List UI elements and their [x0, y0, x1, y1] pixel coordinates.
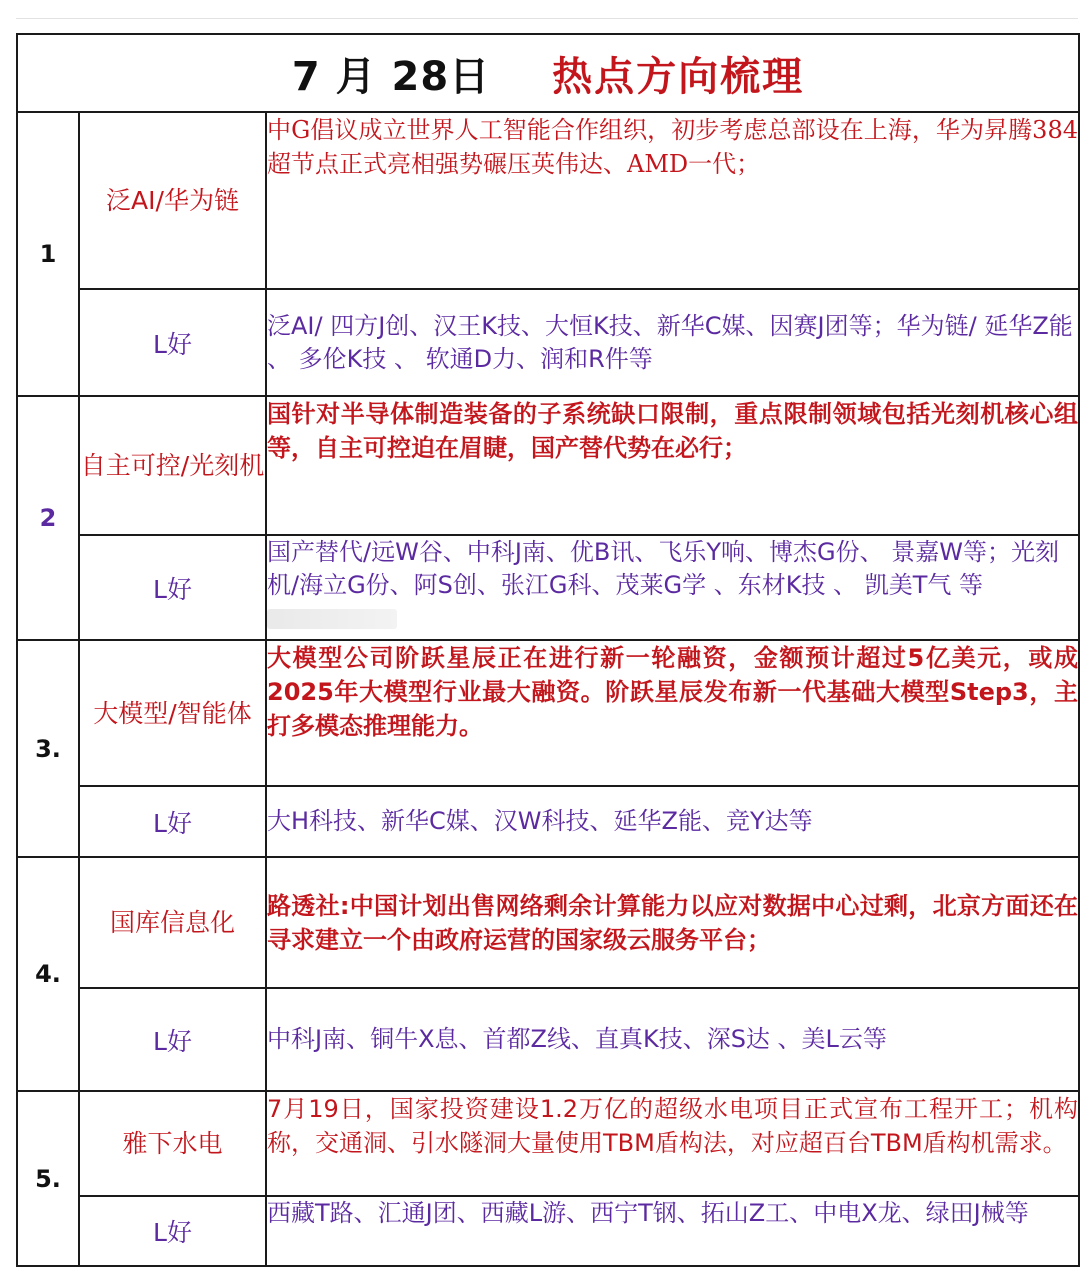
title-row: [17, 34, 1079, 112]
table-row: [17, 988, 1079, 1091]
description-cell: 国针对半导体制造装备的子系统缺口限制，重点限制领域包括光刻机核心组等，自主可控迫在眉睫，国产替代势在必行；: [266, 396, 1079, 535]
stocks-cell: 西藏T路、汇通J团、西藏L游、西宁T钢、拓山Z工、中电X龙、绿田J械等: [266, 1196, 1079, 1266]
table-row: [17, 786, 1079, 857]
row-number: 4.: [17, 857, 79, 1091]
title-topic: 热点方向梳理: [552, 53, 805, 100]
row-number: 1: [17, 112, 79, 396]
table-row: [17, 112, 1079, 289]
table-row: [17, 640, 1079, 786]
stocks-cell: 大H科技、新华C媒、汉W科技、延华Z能、竞Y达等: [266, 786, 1079, 857]
stocks-text: 国产替代/远W谷、中科J南、优B讯、飞乐Y响、博杰G份、 景嘉W等；光刻机/海立G份、阿S创、张江G科、茂莱G学 、东材K技 、 凯美T气 等: [267, 538, 1059, 599]
watermark: [267, 609, 397, 629]
row-number: 3.: [17, 640, 79, 857]
category-cell: 雅下水电: [79, 1091, 266, 1196]
category-cell: 自主可控/光刻机: [79, 396, 266, 535]
description-cell: 大模型公司阶跃星辰正在进行新一轮融资，金额预计超过5亿美元，或成2025年大模型行业最大融资。阶跃星辰发布新一代基础大模型Step3，主打多模态推理能力。: [266, 640, 1079, 786]
benefit-label: L好: [79, 1196, 266, 1266]
stocks-cell: 泛AI/ 四方J创、汉王K技、大恒K技、新华C媒、因赛J团等；华为链/ 延华Z能 、 多伦K技 、 软通D力、润和R件等: [266, 289, 1079, 396]
title-cell: [17, 34, 1079, 112]
stocks-cell: 中科J南、铜牛X息、首都Z线、直真K技、深S达 、美L云等: [266, 988, 1079, 1091]
table-row: [17, 535, 1079, 640]
description-cell: 中G倡议成立世界人工智能合作组织，初步考虑总部设在上海，华为昇腾384超节点正式亮相强势碾压英伟达、AMD一代；: [266, 112, 1079, 289]
title-date: 7 月 28日: [291, 53, 491, 100]
description-cell: 7月19日，国家投资建设1.2万亿的超级水电项目正式宣布工程开工；机构称，交通洞、引水隧洞大量使用TBM盾构法，对应超百台TBM盾构机需求。: [266, 1091, 1079, 1196]
benefit-label: L好: [79, 289, 266, 396]
table-row: [17, 396, 1079, 535]
top-rule: [16, 18, 1078, 19]
row-number: 2: [17, 396, 79, 640]
table-row: [17, 1091, 1079, 1196]
table-row: [17, 289, 1079, 396]
row-number: 5.: [17, 1091, 79, 1266]
table-row: [17, 857, 1079, 988]
description-cell: 路透社:中国计划出售网络剩余计算能力以应对数据中心过剩，北京方面还在寻求建立一个由政府运营的国家级云服务平台；: [266, 857, 1079, 988]
stocks-cell: [266, 535, 1079, 640]
benefit-label: L好: [79, 988, 266, 1091]
benefit-label: L好: [79, 535, 266, 640]
hotspot-table: [16, 33, 1080, 1267]
category-cell: 国库信息化: [79, 857, 266, 988]
benefit-label: L好: [79, 786, 266, 857]
category-cell: 泛AI/华为链: [79, 112, 266, 289]
category-cell: 大模型/智能体: [79, 640, 266, 786]
table-row: [17, 1196, 1079, 1266]
